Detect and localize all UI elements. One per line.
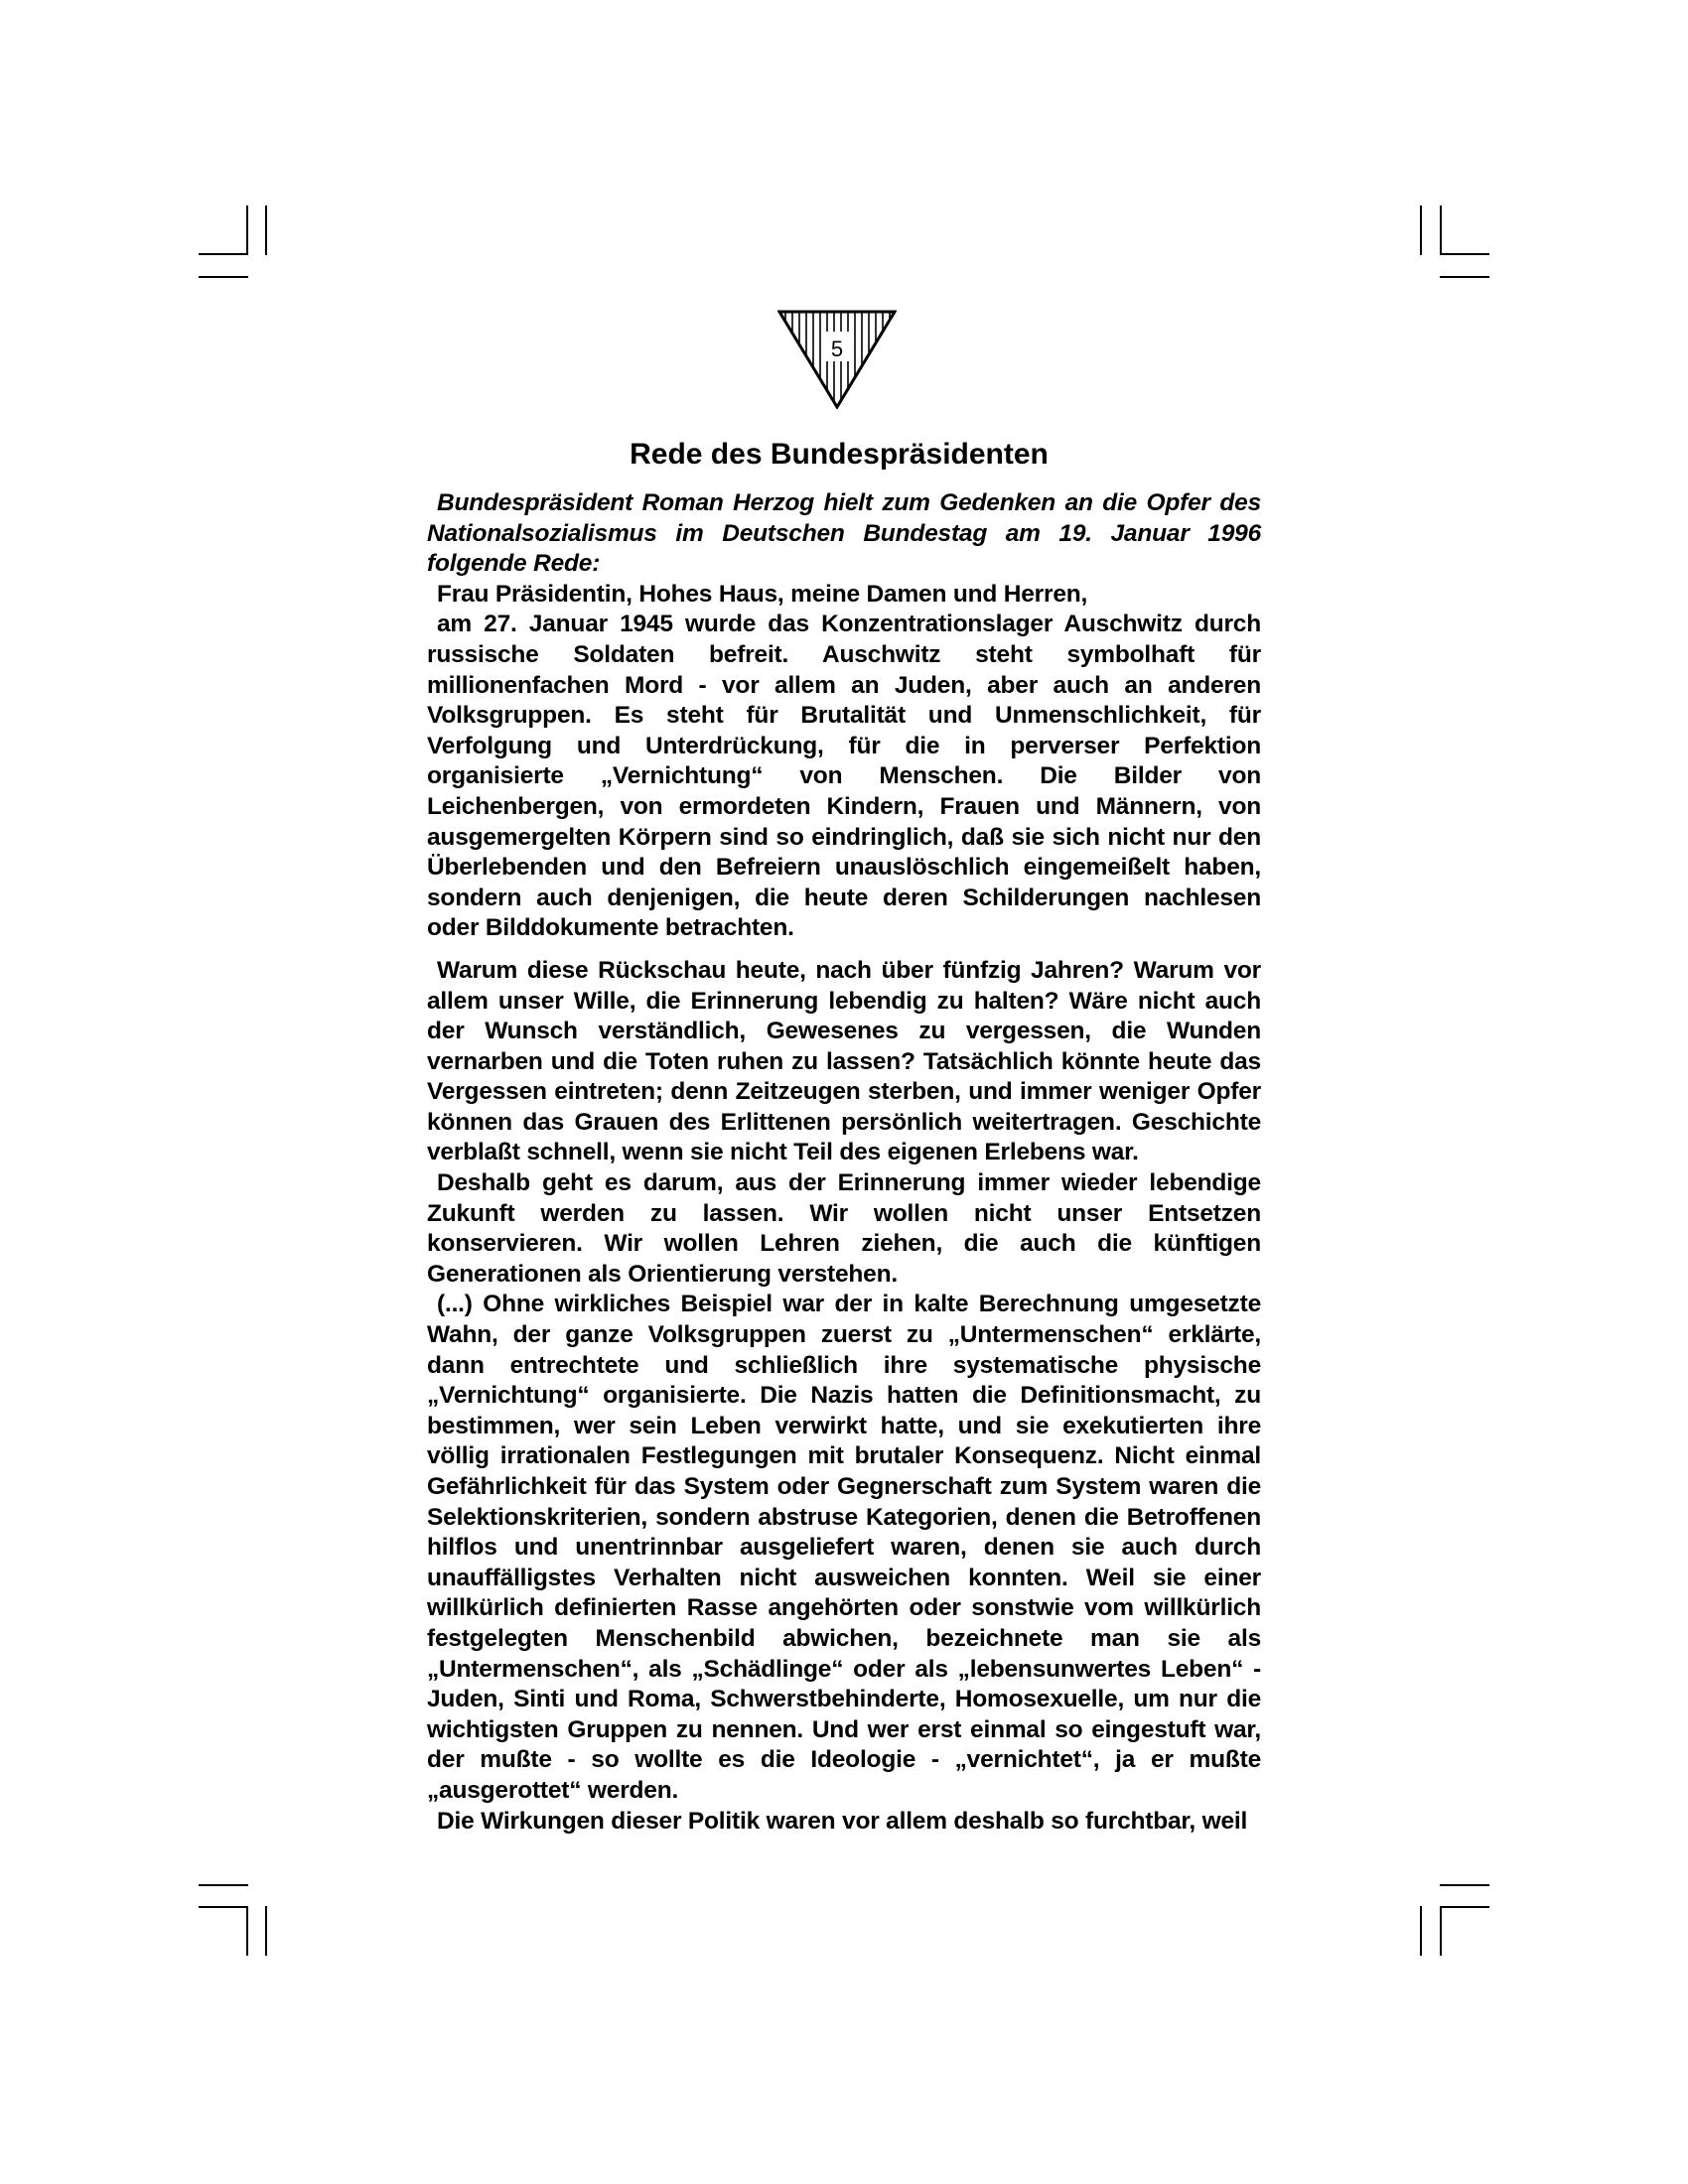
crop-mark	[1440, 253, 1489, 255]
crop-mark	[199, 1884, 248, 1886]
crop-mark	[1440, 1906, 1489, 1908]
paragraph: (...) Ohne wirkliches Beispiel war der in kalte Berechnung umgesetzte Wahn, der ganze Volksgruppen zuerst zu „Untermenschen“ erklärte, dann entrechtete und schließlich ihre systematische physische „Vernichtung“ organisierte. Die Nazis hatten die Definitionsmacht, zu bestimmen, wer sein Leben verwirkt hatte, und sie exekutierten ihre völlig irrationalen Festlegungen mit brutaler Konsequenz. Nicht einmal Gefährlichkeit für das System oder Gegnerschaft zum System waren die Selektionskriterien, sondern abstruse Kategorien, denen die Betroffenen hilflos und unentrinnbar ausgeliefert waren, denen sie auch durch unauffälligstes Verhalten nicht ausweichen konnten. Weil sie einer willkürlich definierten Rasse angehörten oder sonstwie vom willkürlich festgelegten Menschenbild abwichen, bezeichnete man sie als „Untermenschen“, als „Schädlinge“ oder als „lebensunwertes Leben“ - Juden, Sinti und Roma, Schwerstbehinderte, Homosexuelle, um nur die wichtigsten Gruppen zu nennen. Und wer erst einmal so eingestuft war, der mußte - so wollte es die Ideologie - „vernichtet“, ja er mußte „ausgerottet“ werden.	[427, 1291, 1261, 1804]
page-number: 5	[830, 337, 844, 361]
paragraph: Die Wirkungen dieser Politik waren vor allem deshalb so furchtbar, weil	[437, 1807, 1248, 1835]
salutation: Frau Präsidentin, Hohes Haus, meine Damen und Herren,	[437, 580, 1088, 608]
crop-mark	[1440, 205, 1442, 255]
crop-mark	[1440, 1906, 1442, 1956]
paragraph: am 27. Januar 1945 wurde das Konzentrationslager Auschwitz durch russische Soldaten befreit. Auschwitz steht symbolhaft für millionenfachen Mord - vor allem an Juden, aber auch an anderen Volksgruppen. Es steht für Brutalität und Unmenschlichkeit, für Verfolgung und Unterdrückung, für die in perverser Perfektion organisierte „Vernichtung“ von Menschen. Die Bilder von Leichenbergen, von ermordeten Kindern, Frauen und Männern, von ausgemergelten Körpern sind so eindringlich, daß sie sich nicht nur den Überlebenden und den Befreiern unauslöschlich eingemeißelt haben, sondern auch denjenigen, die heute deren Schilderungen nachlesen oder Bilddokumente betrachten.	[427, 611, 1261, 942]
crop-mark	[1440, 276, 1489, 278]
intro-paragraph: Bundespräsident Roman Herzog hielt zum Gedenken an die Opfer des Nationalsozialismus im Deutschen Bundestag am 19. Januar 1996 folgende Rede:	[427, 489, 1261, 578]
page-number-badge	[777, 310, 897, 409]
crop-mark	[246, 1906, 248, 1956]
crop-mark	[265, 1906, 267, 1956]
paragraph: Deshalb geht es darum, aus der Erinnerung immer wieder lebendige Zukunft werden zu lassen. Wir wollen nicht unser Entsetzen konservieren. Wir wollen Lehren ziehen, die auch die künftigen Generationen als Orientierung verstehen.	[427, 1169, 1261, 1288]
page-title: Rede des Bundespräsidenten	[630, 438, 1049, 471]
crop-mark	[199, 1906, 248, 1908]
crop-mark	[1420, 205, 1422, 255]
paragraph: Warum diese Rückschau heute, nach über fünfzig Jahren? Warum vor allem unser Wille, die Erinnerung lebendig zu halten? Wäre nicht auch der Wunsch verständlich, Gewesenes zu vergessen, die Wunden vernarben und die Toten ruhen zu lassen? Tatsächlich könnte heute das Vergessen eintreten; denn Zeitzeugen sterben, und immer weniger Opfer können das Grauen des Erlittenen persönlich weitertragen. Geschichte verblaßt schnell, wenn sie nicht Teil des eigenen Erlebens war.	[427, 956, 1261, 1166]
crop-mark	[265, 205, 267, 255]
crop-mark	[1420, 1906, 1422, 1956]
crop-mark	[199, 253, 248, 255]
crop-mark	[246, 205, 248, 255]
body-text	[427, 488, 1261, 1837]
crop-mark	[1440, 1884, 1489, 1886]
crop-mark	[199, 276, 248, 278]
